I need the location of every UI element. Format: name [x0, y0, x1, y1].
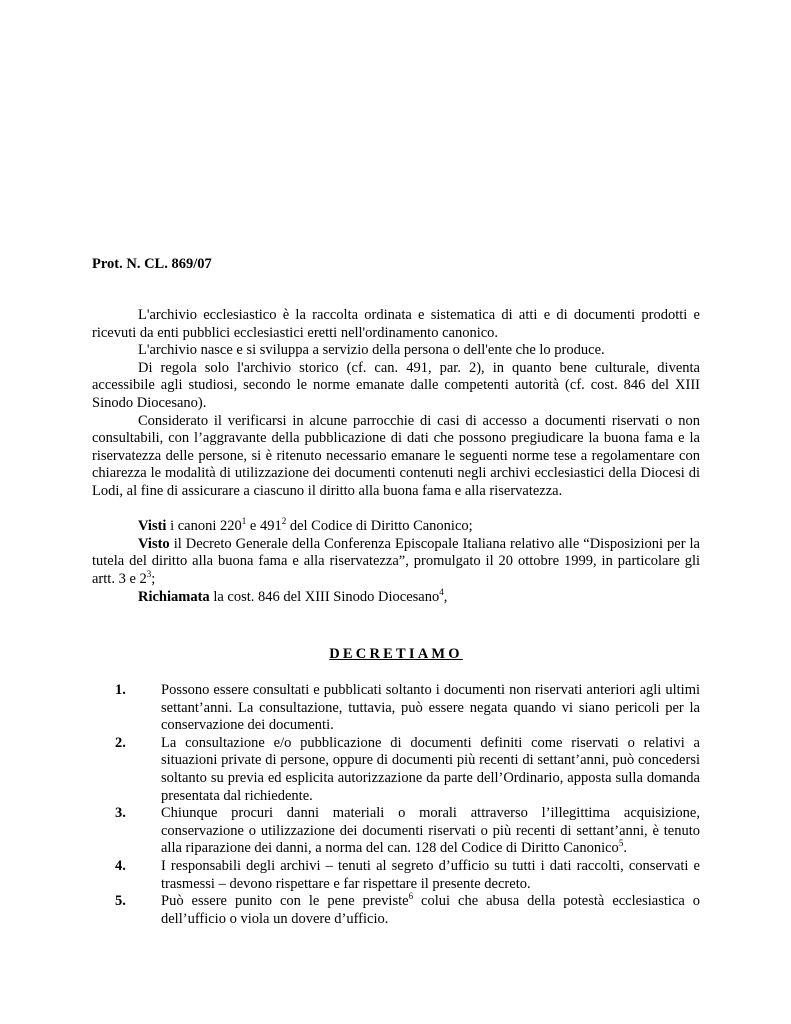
footnote-ref-2: 2 [281, 516, 287, 527]
decree-title: DECRETIAMO [329, 646, 463, 662]
article-number: 3. [115, 805, 126, 822]
article-item: 4. I responsabili degli archivi – tenuti al segreto d’ufficio su tutti i dati raccolti, conservati e trasmessi – devono rispettare e far rispettare il presente decreto. [115, 857, 700, 892]
decree-body [92, 307, 700, 606]
footnote-ref-5: 5 [618, 838, 624, 849]
footnote-ref-6: 6 [408, 891, 414, 902]
intro-paragraph-2: L'archivio nasce e si sviluppa a servizio della persona o dell'ente che lo produce. [138, 342, 605, 359]
visti-paragraph: Visti i canoni $220^1$ e $491^2$ del Codice di Diritto Canonico; [138, 516, 473, 535]
visto-label: Visto [138, 535, 170, 552]
richiamata-paragraph: Richiamata la cost. 846 del XIII Sinodo Diocesano$^4$, [138, 586, 448, 605]
article-item: 1. Possono essere consultati e pubblicati soltanto i documenti non riservati anteriori agli ultimi settant’anni. La consultazione, tuttavia, può essere negata quando vi siano pericoli per la conservazione dei documenti. [115, 682, 700, 734]
article-number: 4. [115, 857, 126, 874]
richiamata-label: Richiamata [138, 588, 210, 605]
footnote-ref-1: 1 [241, 516, 247, 527]
article-item: 2. La consultazione e/o pubblicazione di documenti definiti come riservati o relativi a situazioni private di persone, oppure di documenti più recenti di settant’anni, può concedersi soltanto su previa ed esplicita autorizzazione da parte dell’Ordinario, apposta sulla domanda presentata dal richiedente. [115, 734, 700, 804]
intro-paragraph-1: L'archivio ecclesiastico è la raccolta ordinata e sistematica di atti e di documenti prodotti e ricevuti da enti pubblici ecclesiastici eretti nell'ordinamento canonico. [92, 307, 700, 341]
footnote-ref-3: 3 [146, 569, 152, 580]
article-number: 5. [115, 893, 126, 910]
article-item: 3. Chiunque procuri danni materiali o morali attraverso l’illegittima acquisizione, conservazione o utilizzazione dei documenti riservati o più recenti di settant’anni, è tenuto alla riparazione dei danni, a norma del can. 128 del Codice di Diritto Canonico$^5$. [115, 805, 700, 857]
intro-paragraph-4: Considerato il verificarsi in alcune parrocchie di casi di accesso a documenti riservati o non consultabili, con l’aggravante della pubblicazione di dati che possono pregiudicare la buona fama e la riservatezza delle persone, si è ritenuto necessario emanare le seguenti norme tese a regolamentare con chiarezza le modalità di utilizzazione dei documenti contenuti negli archivi ecclesiastici della Diocesi di Lodi, al fine di assicurare a ciascuno il diritto alla buona fama e alla riservatezza. [92, 412, 700, 499]
articles-list [92, 682, 700, 928]
article-number: 1. [115, 682, 126, 698]
visto-paragraph: Visto il Decreto Generale della Conferenza Episcopale Italiana relativo alle “Disposizioni per la tutela del diritto alla buona fama e alla riservatezza”, promulgato il 20 ottobre 1999, in particolare gli artt. 3 e $2^3$; [92, 535, 700, 587]
article-number: 2. [115, 734, 126, 751]
intro-paragraph-3: Di regola solo l'archivio storico (cf. can. 491, par. 2), in quanto bene culturale, diventa accessibile agli studiosi, secondo le norme emanate dalle competenti autorità (cf. cost. 846 del XIII Sinodo Diocesano). [92, 359, 700, 411]
protocol-number: Prot. N. CL. 869/07 [92, 256, 212, 272]
footnote-ref-4: 4 [439, 586, 444, 597]
article-item: 5. Può essere punito con le pene previste$^6$ colui che abusa della potestà ecclesiastica o dell’ufficio o viola un dovere d’ufficio. [115, 891, 700, 927]
visti-label: Visti [138, 518, 167, 535]
